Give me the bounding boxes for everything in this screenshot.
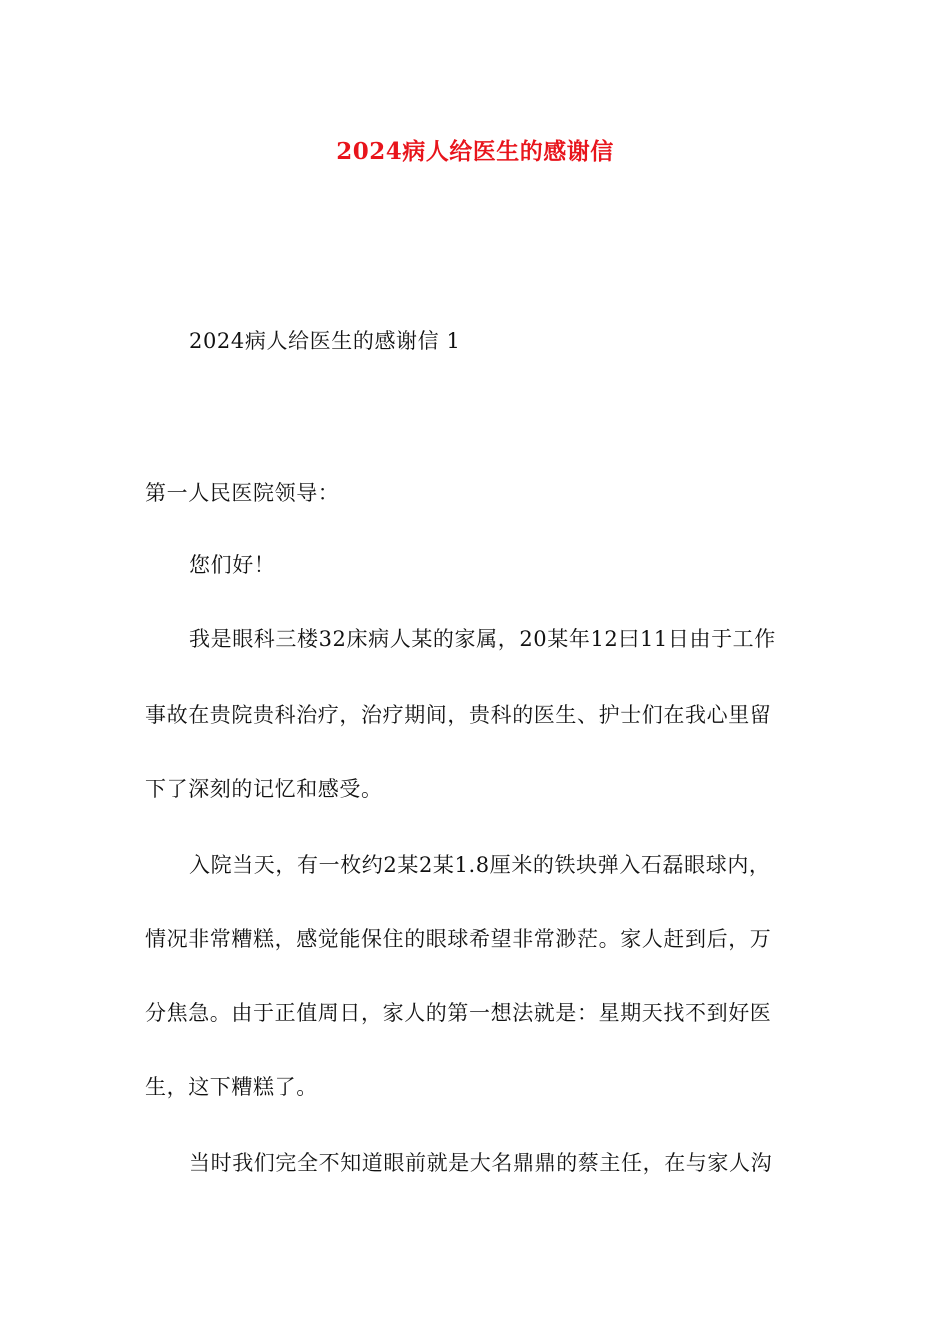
body-line: 当时我们完全不知道眼前就是大名鼎鼎的蔡主任，在与家人沟 bbox=[189, 1151, 773, 1175]
body-line: 下了深刻的记忆和感受。 bbox=[145, 777, 383, 801]
body-line: 入院当天，有一枚约2某2某1.8厘米的铁块弹入石磊眼球内， bbox=[189, 853, 771, 877]
body-line: 我是眼科三楼32床病人某的家属，20某年12曰11日由于工作 bbox=[189, 627, 776, 651]
greeting: 您们好！ bbox=[189, 553, 276, 577]
salutation: 第一人民医院领导： bbox=[145, 481, 340, 505]
document-title: 2024病人给医生的感谢信 bbox=[336, 138, 614, 165]
body-line: 事故在贵院贵科治疗，治疗期间，贵科的医生、护士们在我心里留 bbox=[145, 703, 772, 727]
body-line: 生，这下糟糕了。 bbox=[145, 1075, 318, 1099]
body-line: 情况非常糟糕，感觉能保住的眼球希望非常渺茫。家人赶到后，万 bbox=[145, 927, 772, 951]
section-heading: 2024病人给医生的感谢信 1 bbox=[189, 329, 461, 353]
body-line: 分焦急。由于正值周日，家人的第一想法就是：星期天找不到好医 bbox=[145, 1001, 772, 1025]
